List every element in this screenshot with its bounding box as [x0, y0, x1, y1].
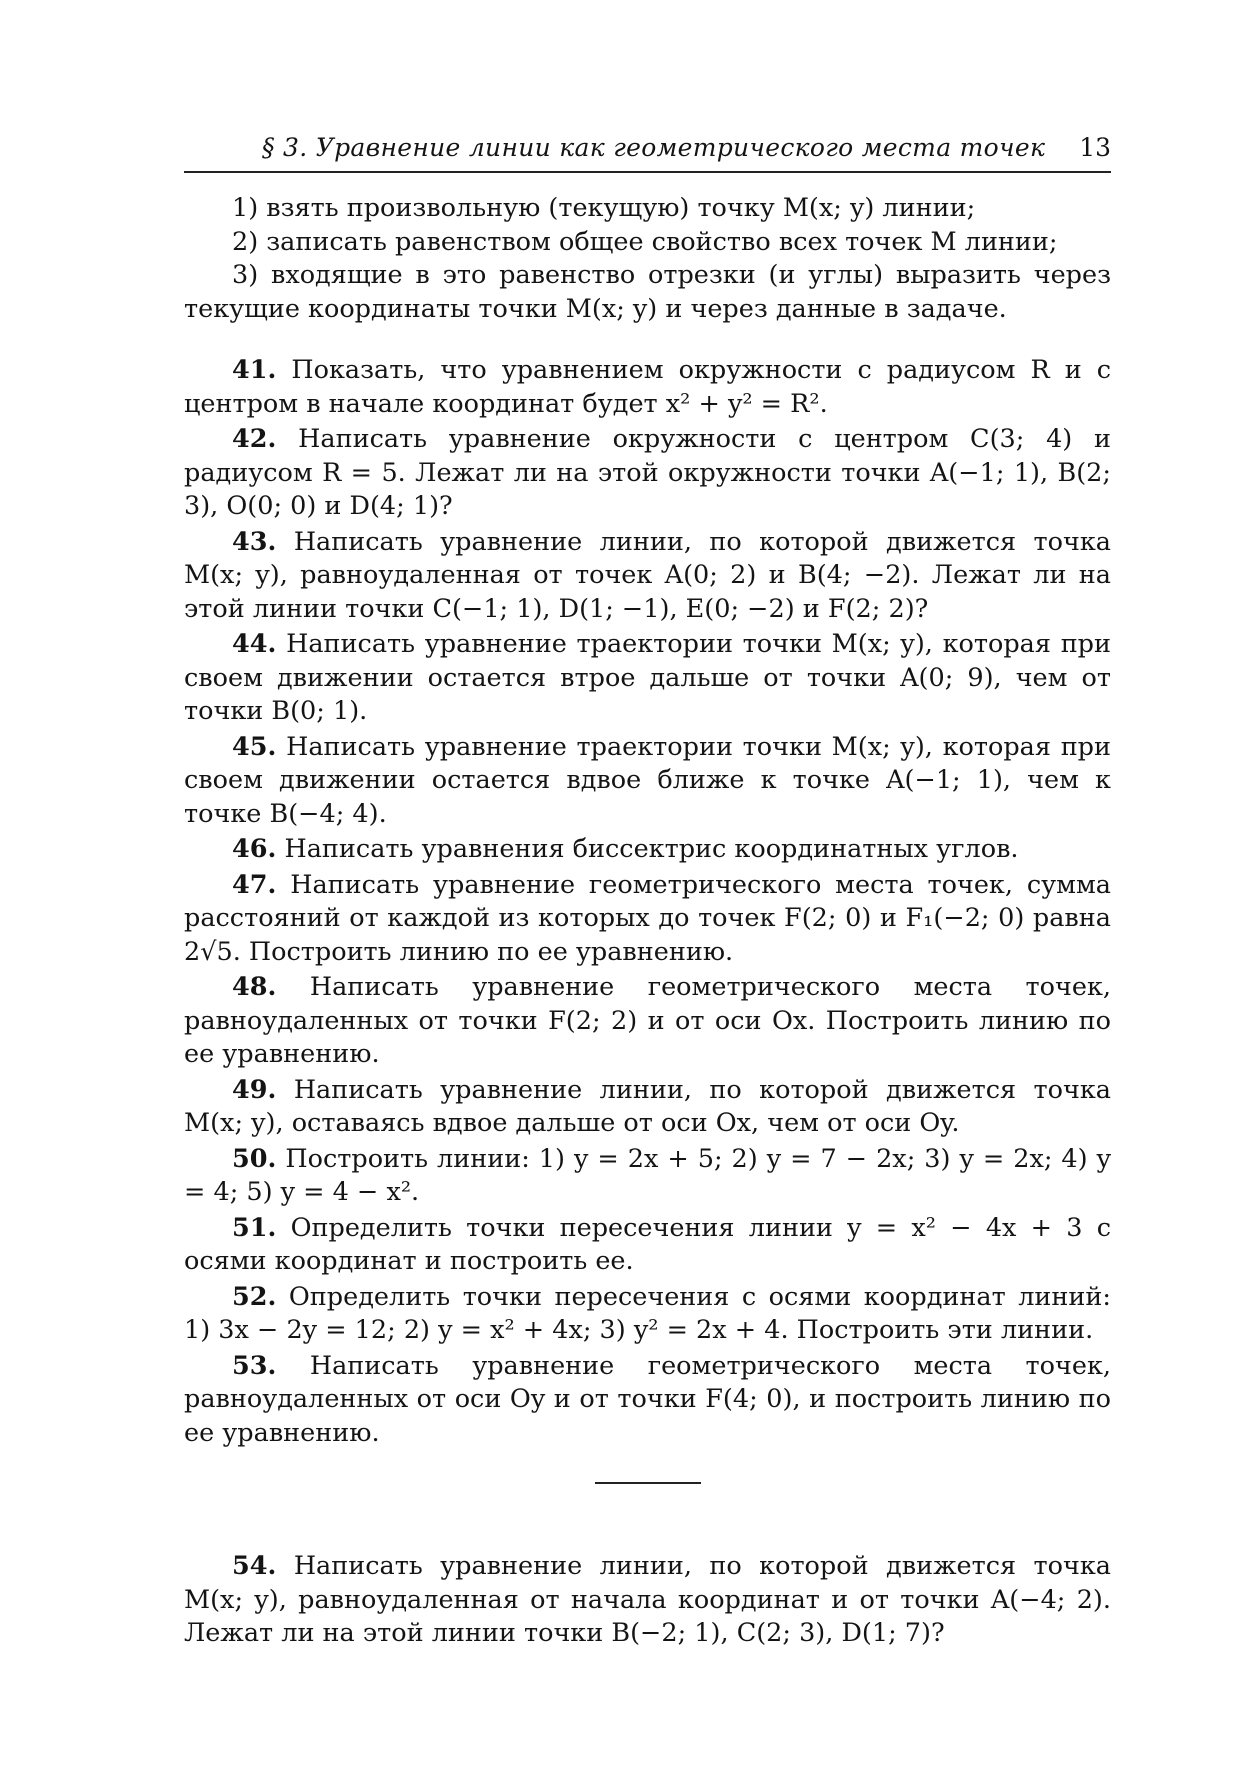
problem-text: Написать уравнение геометрического места точек, равноудаленных от точки F(2; 2) и от оси Ox. Построить линию по ее уравнению.: [184, 972, 1111, 1069]
problem-54: [184, 1550, 1111, 1651]
problem-number: 41.: [232, 355, 277, 385]
problem-number: 49.: [232, 1074, 277, 1105]
running-header: [184, 133, 1111, 173]
problem-number: 53.: [232, 1350, 277, 1381]
problem-number: 48.: [232, 972, 277, 1002]
problem-text: Написать уравнение геометрического места точек, равноудаленных от оси Oy и от точки F(4; 0), и построить линию по ее уравнению.: [184, 1350, 1111, 1448]
page-content: [184, 192, 1111, 1653]
problem-text: Показать, что уравнением окружности с радиусом R и с центром в начале координат будет x² + y² = R².: [184, 355, 1111, 419]
problem-50: [184, 1143, 1111, 1210]
problem-number: 47.: [232, 869, 277, 900]
steps-list: [184, 192, 1111, 326]
problem-text: Написать уравнения биссектрис координатных углов.: [284, 834, 1019, 864]
problem-number: 54.: [232, 1551, 277, 1581]
problem-number: 51.: [232, 1212, 277, 1243]
problem-45: [184, 731, 1111, 832]
problem-44: [184, 628, 1111, 729]
problem-48: [184, 971, 1111, 1072]
problem-text: Определить точки пересечения с осями координат линий: 1) 3x − 2y = 12; 2) y = x² + 4x; 3) y² = 2x + 4. Построить эти линии.: [184, 1281, 1111, 1345]
header-title: § 3. Уравнение линии как геометрического места точек: [262, 133, 1046, 162]
problem-text: Написать уравнение линии, по которой движется точка M(x; y), равноудаленная от точек A(0; 2) и B(4; −2). Лежат ли на этой линии точки C(−1; 1), D(1; −1), E(0; −2) и F(2; 2)?: [184, 526, 1111, 624]
problem-number: 42.: [232, 424, 277, 454]
problem-47: [184, 869, 1111, 970]
step-item: 3) входящие в это равенство отрезки (и углы) выразить через текущие координаты точки M(x; y) и через данные в задаче.: [184, 260, 1111, 324]
problem-text: Определить точки пересечения линии y = x² − 4x + 3 с осями координат и построить ее.: [184, 1212, 1111, 1276]
problem-text: Написать уравнение траектории точки M(x; y), которая при своем движении остается втрое дальше от точки A(0; 9), чем от точки B(0; 1).: [184, 629, 1112, 726]
problem-number: 44.: [232, 629, 277, 659]
problem-text: Написать уравнение окружности с центром C(3; 4) и радиусом R = 5. Лежат ли на этой окружности точки A(−1; 1), B(2; 3), O(0; 0) и D(4; 1)?: [184, 424, 1112, 521]
problem-46: [184, 833, 1111, 867]
step-item: 2) записать равенством общее свойство всех точек M линии;: [232, 226, 1058, 257]
problem-52: [184, 1281, 1111, 1348]
problem-42: [184, 423, 1111, 524]
problem-text: Написать уравнение линии, по которой движется точка M(x; y), оставаясь вдвое дальше от оси Ox, чем от оси Oy.: [184, 1074, 1111, 1138]
problem-43: [184, 526, 1111, 627]
problem-49: [184, 1074, 1111, 1141]
step-item: 1) взять произвольную (текущую) точку M(x; y) линии;: [232, 193, 976, 223]
problem-text: Написать уравнение геометрического места точек, сумма расстояний от каждой из которых до точек F(2; 0) и F₁(−2; 0) равна 2√5. Построить линию по ее уравнению.: [184, 869, 1111, 967]
extra-problems: [184, 1550, 1111, 1651]
problem-41: [184, 354, 1111, 421]
problems-list: [184, 354, 1111, 1450]
problem-text: Написать уравнение линии, по которой движется точка M(x; y), равноудаленная от начала координат и от точки A(−4; 2). Лежат ли на этой линии точки B(−2; 1), C(2; 3), D(1; 7)?: [184, 1551, 1111, 1648]
problem-53: [184, 1350, 1111, 1451]
problem-text: Написать уравнение траектории точки M(x; y), которая при своем движении остается вдвое ближе к точке A(−1; 1), чем к точке B(−4; 4).: [184, 731, 1112, 829]
problem-51: [184, 1212, 1111, 1279]
problem-number: 52.: [232, 1281, 277, 1312]
section-divider: [595, 1482, 701, 1484]
problem-number: 43.: [232, 526, 277, 557]
problem-number: 50.: [232, 1143, 277, 1174]
problem-text: Построить линии: 1) y = 2x + 5; 2) y = 7 − 2x; 3) y = 2x; 4) y = 4; 5) y = 4 − x².: [184, 1143, 1112, 1207]
problem-number: 45.: [232, 731, 277, 762]
page-number: 13: [1079, 133, 1111, 162]
problem-number: 46.: [232, 834, 277, 864]
